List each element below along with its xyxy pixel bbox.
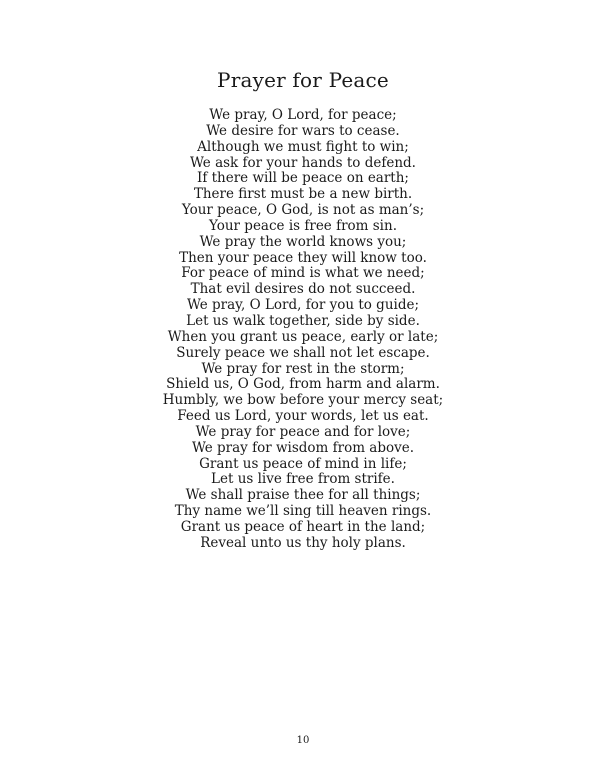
poem-line: We pray, O Lord, for peace; bbox=[209, 107, 397, 123]
poem-line: That evil desires do not succeed. bbox=[190, 281, 416, 298]
page-title: Prayer for Peace bbox=[217, 68, 389, 92]
poem-line: Feed us Lord, your words, let us eat. bbox=[177, 408, 429, 425]
poem-line: Then your peace they will know too. bbox=[179, 249, 427, 266]
poem-line: There first must be a new birth. bbox=[193, 186, 413, 203]
poem-line: Humbly, we bow before your mercy seat; bbox=[162, 392, 444, 409]
poem-line: Let us walk together, side by side. bbox=[186, 312, 420, 329]
poem-line: Although we must fight to win; bbox=[197, 138, 409, 155]
poem-line: Thy name we’ll sing till heaven rings. bbox=[174, 503, 432, 520]
poem-line: Surely peace we shall not let escape. bbox=[176, 344, 430, 361]
poem-line: We desire for wars to cease. bbox=[206, 122, 400, 139]
poem-line: Your peace, O God, is not as man’s; bbox=[181, 202, 425, 219]
poem-line: We pray for peace and for love; bbox=[195, 423, 411, 440]
poem-line: We pray for wisdom from above. bbox=[191, 439, 415, 456]
page-number: 10 bbox=[296, 735, 310, 746]
poem-line: Let us live free from strife. bbox=[211, 471, 395, 488]
poem-line: Your peace is free from sin. bbox=[209, 217, 397, 234]
poem-line: Grant us peace of heart in the land; bbox=[180, 518, 426, 535]
poem-line: We shall praise thee for all things; bbox=[185, 487, 421, 504]
poem-line: We pray the world knows you; bbox=[199, 233, 407, 250]
poem-line: Shield us, O God, from harm and alarm. bbox=[166, 376, 440, 393]
poem-line: We pray, O Lord, for you to guide; bbox=[186, 297, 420, 314]
poem-line: We ask for your hands to defend. bbox=[190, 154, 416, 171]
poem-line: When you grant us peace, early or late; bbox=[167, 328, 439, 345]
poem-line: We pray for rest in the storm; bbox=[201, 360, 405, 377]
poem-line: If there will be peace on earth; bbox=[197, 170, 409, 187]
poem-line: For peace of mind is what we need; bbox=[181, 265, 425, 282]
poem-line: Grant us peace of mind in life; bbox=[199, 455, 407, 472]
poem-line: Reveal unto us thy holy plans. bbox=[200, 534, 406, 551]
poem-body bbox=[0, 108, 606, 552]
